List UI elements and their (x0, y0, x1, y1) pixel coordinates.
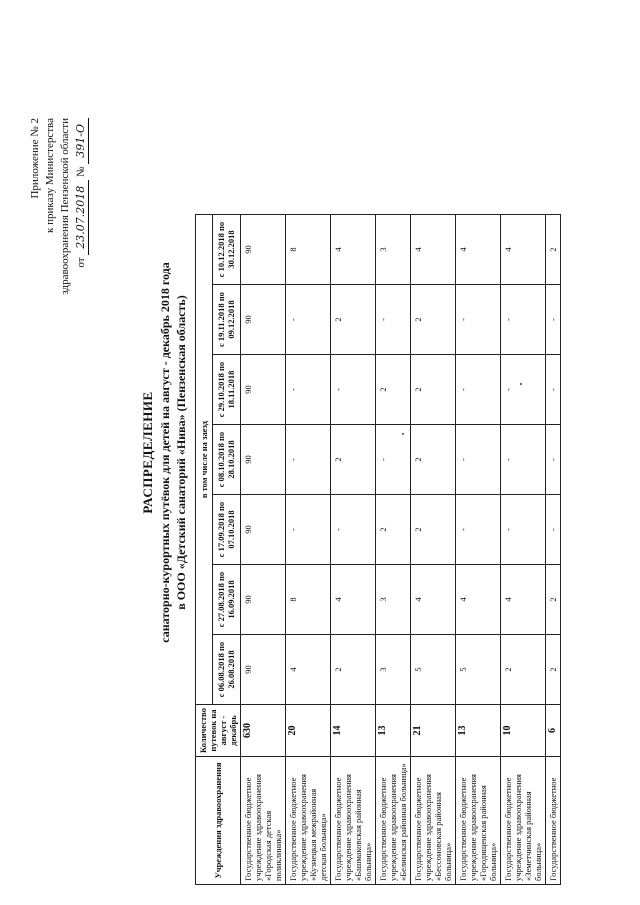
total-cell: 20 (286, 705, 331, 757)
annex-date-line (73, 118, 89, 295)
total-cell: 630 (241, 705, 286, 757)
period-cell: - (331, 355, 376, 425)
header-period: с 10.12.2018 по 30.12.2018 (212, 215, 240, 285)
annex-number-label: № (75, 166, 87, 177)
period-cell: - (286, 355, 331, 425)
period-cell: 2 (501, 635, 546, 705)
period-cell: - (546, 285, 561, 355)
period-cell: 90 (241, 215, 286, 285)
period-cell: - (546, 355, 561, 425)
period-cell: 4 (411, 215, 456, 285)
period-cell: - (456, 355, 501, 425)
institution-name: Государственное бюджетное учреждение здравоохранения «Бессоновская районная больница» (411, 757, 456, 885)
period-cell: - (501, 355, 546, 425)
institution-name: Государственное бюджетное учреждение здравоохранения «Башмаковская районная больница» (331, 757, 376, 885)
period-cell: 90 (241, 565, 286, 635)
period-cell: 4 (411, 565, 456, 635)
header-total: Количество путевок на август - декабрь (196, 705, 241, 757)
table-row (286, 215, 331, 885)
period-cell: 4 (286, 635, 331, 705)
total-cell: 21 (411, 705, 456, 757)
period-cell: 4 (456, 215, 501, 285)
header-period: с 29.10.2018 по 18.11.2018 (212, 355, 240, 425)
period-cell: 8 (286, 565, 331, 635)
period-cell: 2 (411, 285, 456, 355)
table-row (241, 215, 286, 885)
document-subtitle: санаторно-курортных путёвок для детей на август - декабрь 2018 года (158, 262, 172, 643)
period-cell: - (286, 425, 331, 495)
period-cell: - (456, 285, 501, 355)
period-cell: - (376, 285, 411, 355)
table-header-row (196, 215, 213, 885)
period-cell: - (501, 495, 546, 565)
table-row (411, 215, 456, 885)
period-cell: 4 (331, 565, 376, 635)
period-cell: 2 (546, 565, 561, 635)
period-cell: - (501, 285, 546, 355)
period-cell: - (456, 495, 501, 565)
header-period: с 17.09.2018 по 07.10.2018 (212, 495, 240, 565)
document-title: РАСПРЕДЕЛЕНИЕ (140, 391, 155, 514)
institution-name: Государственное бюджетное учреждение здравоохранения «Белинская районная больница» (376, 757, 411, 885)
total-cell: 13 (456, 705, 501, 757)
institution-name: Государственное бюджетное учреждение здравоохранения «Кузнецкая межрайонная детская больница» (286, 757, 331, 885)
annex-line-3: здравоохранения Пензенской области (59, 118, 71, 295)
period-cell: 2 (331, 425, 376, 495)
header-period: с 06.08.2018 по 26.08.2018 (212, 635, 240, 705)
scan-speck (520, 383, 522, 385)
period-cell: 2 (376, 495, 411, 565)
annex-line-2: к приказу Министерства (44, 118, 56, 233)
distribution-table (195, 214, 561, 885)
table-row (501, 215, 546, 885)
period-cell: 2 (376, 355, 411, 425)
period-cell: 3 (376, 565, 411, 635)
period-cell: 2 (331, 285, 376, 355)
header-period: с 19.11.2018 по 09.12.2018 (212, 285, 240, 355)
total-cell: 13 (376, 705, 411, 757)
total-cell: 10 (501, 705, 546, 757)
period-cell: 8 (286, 215, 331, 285)
header-institution: Учреждения здравоохранения (196, 757, 241, 885)
period-cell: - (286, 285, 331, 355)
period-cell: 2 (546, 215, 561, 285)
table-row (331, 215, 376, 885)
institution-name: Государственное бюджетное учреждение здравоохранения «Земетчинская районная больница» (501, 757, 546, 885)
annex-block (28, 118, 89, 295)
period-cell: 90 (241, 495, 286, 565)
institution-name: Государственное бюджетное учреждение здравоохранения «Городская детская поликлиника» (241, 757, 286, 885)
period-cell: 2 (411, 495, 456, 565)
period-cell: 2 (411, 355, 456, 425)
period-cell: 2 (331, 635, 376, 705)
table-row (546, 215, 561, 885)
period-cell: - (456, 425, 501, 495)
period-cell: - (501, 425, 546, 495)
period-cell: 2 (411, 425, 456, 495)
period-cell: 4 (501, 215, 546, 285)
period-cell: 3 (376, 215, 411, 285)
period-cell: 2 (546, 635, 561, 705)
period-cell: 5 (456, 635, 501, 705)
header-period: с 27.08.2018 по 16.09.2018 (212, 565, 240, 635)
period-cell: - (286, 495, 331, 565)
table-row (376, 215, 411, 885)
annex-line-1: Приложение № 2 (29, 118, 41, 199)
total-cell: 6 (546, 705, 561, 757)
period-cell: 3 (376, 635, 411, 705)
scan-speck (402, 433, 404, 435)
period-cell: 90 (241, 635, 286, 705)
annex-date: 23.07.2018 (73, 180, 89, 255)
period-cell: - (546, 495, 561, 565)
table-row (456, 215, 501, 885)
header-period-group: в том числе на заезд (196, 215, 213, 705)
total-cell: 14 (331, 705, 376, 757)
institution-name: Государственное бюджетное учреждение здравоохранения «Городищенская районная больница» (456, 757, 501, 885)
header-period: с 08.10.2018 по 28.10.2018 (212, 425, 240, 495)
period-cell: - (331, 495, 376, 565)
institution-name: Государственное бюджетное (546, 757, 561, 885)
period-cell: 90 (241, 285, 286, 355)
period-cell: 5 (411, 635, 456, 705)
period-cell: 90 (241, 355, 286, 425)
period-cell: - (376, 425, 411, 495)
document-subtitle-place: в ООО «Детский санаторий «Нива» (Пензенская область) (174, 295, 188, 610)
period-cell: 4 (501, 565, 546, 635)
period-cell: - (546, 425, 561, 495)
annex-number: 391-О (73, 118, 89, 164)
period-cell: 90 (241, 425, 286, 495)
period-cell: 4 (456, 565, 501, 635)
annex-from-label: от (75, 257, 87, 268)
period-cell: 4 (331, 215, 376, 285)
